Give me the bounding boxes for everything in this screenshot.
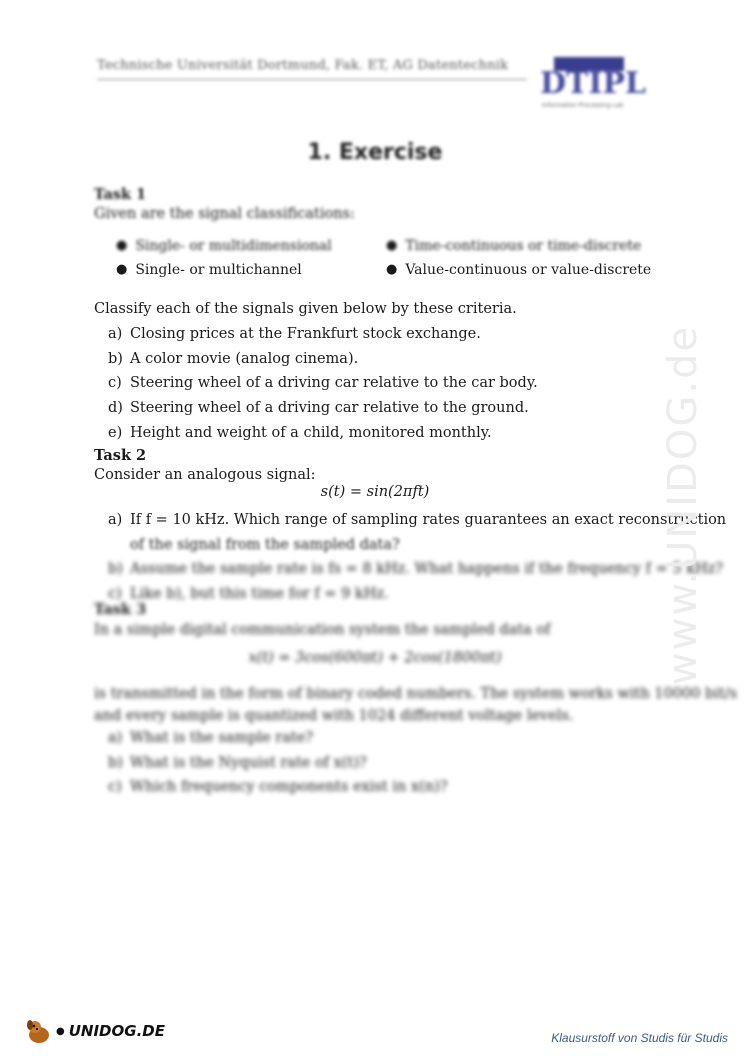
dog-mascot-icon (24, 1016, 54, 1046)
task1-instruction: Classify each of the signals given below by these criteria. (94, 301, 517, 317)
paw-icon: ● (56, 1025, 65, 1037)
list-item: c) Like b), but this time for f = 9 kHz. (108, 586, 389, 603)
bullet-icon: ● (116, 262, 128, 277)
bullet-item: ● Single- or multichannel (116, 258, 386, 282)
list-item: b) Assume the sample rate is fs = 8 kHz. What happens if the frequency f = 5 kHz? (108, 561, 724, 578)
footer-brand: UNIDOG.DE (68, 1022, 165, 1040)
list-item: a) What is the sample rate? (108, 730, 314, 746)
list-item: e) Height and weight of a child, monitored monthly. (108, 424, 492, 441)
bullet-item: ● Time-continuous or time-discrete (386, 234, 656, 258)
list-item: b) What is the Nyquist rate of x(t)? (108, 754, 367, 771)
header-divider (97, 79, 527, 80)
list-item: a) If f = 10 kHz. Which range of sampling rates guarantees an exact reconstruction (108, 512, 727, 528)
bullet-icon: ● (386, 238, 398, 253)
footer-tagline: Klausurstoff von Studis für Studis (551, 1031, 728, 1045)
list-item: c) Steering wheel of a driving car relative to the car body. (108, 375, 538, 392)
header-institution: Technische Universität Dortmund, Fak. ET, AG Datentechnik (97, 58, 509, 73)
task1-heading: Task 1 (94, 186, 147, 203)
task3-heading: Task 3 (94, 601, 147, 618)
task3-item-list (108, 726, 448, 800)
task1-bullet-list (116, 234, 656, 282)
task3-body-line2: and every sample is quantized with 1024 different voltage levels. (94, 708, 574, 724)
task2-item-list (108, 508, 726, 607)
task1-intro: Given are the signal classifications: (94, 206, 355, 222)
task3-intro: In a simple digital communication system the sampled data of (94, 622, 551, 638)
list-item: a) Closing prices at the Frankfurt stock exchange. (108, 326, 481, 342)
task3-formula: x(t) = 3cos(600πt) + 2cos(1800πt) (248, 650, 502, 666)
task2-intro: Consider an analogous signal: (94, 467, 316, 483)
list-item: of the signal from the sampled data? (130, 536, 400, 553)
list-item: c) Which frequency components exist in x(n)? (108, 779, 448, 796)
footer-logo (24, 1016, 165, 1046)
bullet-icon: ● (116, 238, 128, 253)
task1-item-list (108, 322, 538, 446)
watermark: www.UNIDOG.de (660, 324, 706, 686)
task2-formula: s(t) = sin(2πft) (320, 484, 430, 500)
task2-heading: Task 2 (94, 447, 147, 464)
bullet-item: ● Value-continuous or value-discrete (386, 258, 656, 282)
logo-subtext: Information Processing Lab (542, 102, 624, 109)
list-item: b) A color movie (analog cinema). (108, 350, 359, 367)
page-title: 1. Exercise (307, 140, 443, 165)
dtipl-logo (540, 55, 650, 110)
list-item: d) Steering wheel of a driving car relative to the ground. (108, 400, 529, 417)
task3-body-line1: is transmitted in the form of binary coded numbers. The system works with 10000 bit/s (94, 686, 738, 702)
bullet-item: ● Single- or multidimensional (116, 234, 386, 258)
logo-text: DTIPL (540, 66, 647, 101)
bullet-icon: ● (386, 262, 398, 277)
